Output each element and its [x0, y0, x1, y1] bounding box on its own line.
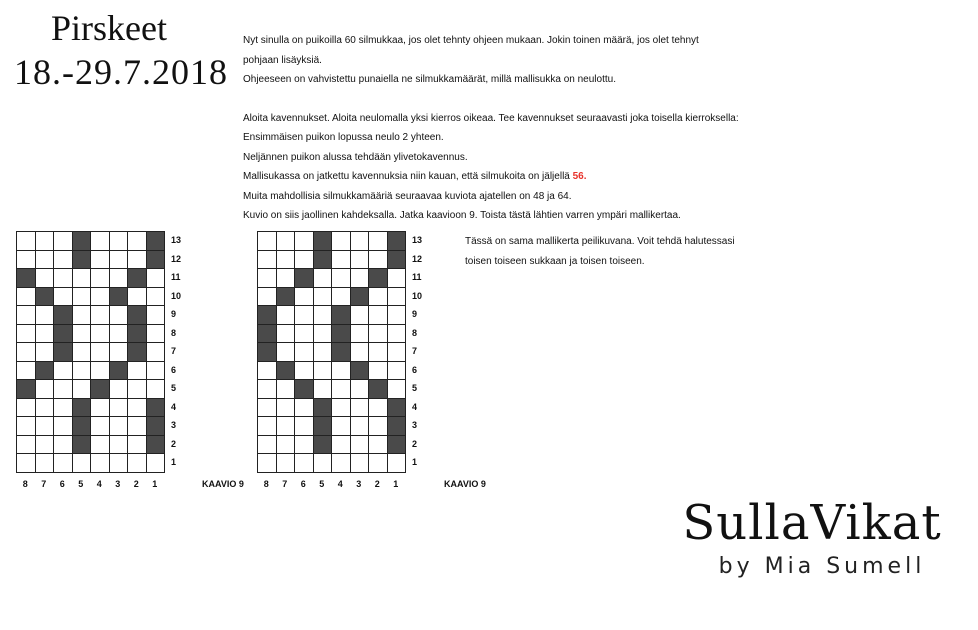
chart-cell-filled: [332, 343, 351, 362]
instruction-line: Muita mahdollisia silmukkamääriä seuraavaa kuviota ajatellen on 48 ja 64.: [243, 190, 572, 202]
chart-cell-empty: [258, 436, 277, 455]
chart-cell-filled: [277, 362, 296, 381]
chart-cell-empty: [128, 417, 147, 436]
chart-cell-empty: [314, 362, 333, 381]
chart-cell-empty: [295, 436, 314, 455]
chart-cell-empty: [54, 399, 73, 418]
chart-grid: [16, 231, 165, 473]
row-number: 1: [412, 457, 418, 467]
chart-cell-empty: [110, 269, 129, 288]
instruction-line: Ohjeeseen on vahvistettu punaiella ne silmukkamäärät, millä mallisukka on neulottu.: [243, 74, 616, 85]
chart-cell-empty: [128, 232, 147, 251]
chart-cell-empty: [17, 232, 36, 251]
chart-cell-empty: [36, 232, 55, 251]
chart-cell-filled: [147, 417, 166, 436]
column-number: 7: [282, 479, 288, 489]
chart-cell-filled: [147, 399, 166, 418]
chart-cell-empty: [332, 417, 351, 436]
chart-cell-empty: [388, 380, 407, 399]
chart-cell-filled: [17, 380, 36, 399]
chart-cell-empty: [369, 232, 388, 251]
chart-cell-empty: [314, 325, 333, 344]
chart-grid: [257, 231, 406, 473]
chart-cell-empty: [54, 380, 73, 399]
instruction-text: Mallisukassa on jatkettu kavennuksia niin kauan, että silmukoita on jäljellä: [243, 171, 573, 182]
chart-cell-empty: [258, 454, 277, 473]
chart-cell-empty: [295, 362, 314, 381]
chart-cell-empty: [295, 288, 314, 307]
chart-cell-filled: [128, 325, 147, 344]
chart-cell-empty: [128, 454, 147, 473]
chart-cell-empty: [314, 288, 333, 307]
row-number: 5: [412, 383, 418, 393]
chart-cell-empty: [147, 343, 166, 362]
chart-cell-filled: [73, 399, 92, 418]
row-number: 3: [171, 420, 177, 430]
chart-cell-empty: [36, 380, 55, 399]
chart-cell-filled: [73, 251, 92, 270]
chart-cell-filled: [314, 399, 333, 418]
row-number: 5: [171, 383, 177, 393]
stitch-count-highlight: 56.: [572, 171, 587, 182]
chart-cell-empty: [110, 325, 129, 344]
chart-cell-empty: [314, 380, 333, 399]
chart-cell-empty: [295, 251, 314, 270]
chart-cell-filled: [332, 306, 351, 325]
chart-cell-empty: [332, 232, 351, 251]
chart-cell-empty: [73, 380, 92, 399]
chart-cell-empty: [277, 306, 296, 325]
chart-cell-filled: [36, 362, 55, 381]
chart-cell-empty: [91, 343, 110, 362]
chart-cell-filled: [54, 343, 73, 362]
chart-cell-empty: [36, 251, 55, 270]
chart-cell-filled: [388, 417, 407, 436]
chart-cell-empty: [128, 380, 147, 399]
column-number: 6: [59, 479, 65, 489]
chart-cell-empty: [54, 417, 73, 436]
chart-cell-empty: [277, 399, 296, 418]
chart-cell-filled: [314, 436, 333, 455]
chart-cell-empty: [91, 325, 110, 344]
chart-cell-filled: [314, 232, 333, 251]
row-number: 12: [412, 253, 423, 264]
chart-cell-empty: [332, 436, 351, 455]
chart-cell-empty: [277, 269, 296, 288]
chart-cell-empty: [128, 362, 147, 381]
chart-cell-empty: [258, 417, 277, 436]
chart-cell-empty: [369, 288, 388, 307]
chart-cell-empty: [17, 362, 36, 381]
chart-cell-empty: [91, 362, 110, 381]
chart-cell-empty: [147, 269, 166, 288]
chart-cell-empty: [369, 343, 388, 362]
chart-cell-empty: [332, 362, 351, 381]
chart-cell-empty: [351, 436, 370, 455]
chart-cell-empty: [258, 232, 277, 251]
pattern-title: [14, 6, 228, 94]
pattern-dates: 18.-29.7.2018: [14, 52, 228, 92]
chart-cell-filled: [147, 251, 166, 270]
chart-cell-empty: [258, 251, 277, 270]
chart-cell-empty: [369, 436, 388, 455]
chart-cell-empty: [54, 232, 73, 251]
chart-cell-filled: [388, 251, 407, 270]
chart-cell-filled: [388, 232, 407, 251]
chart-cell-empty: [388, 362, 407, 381]
chart-cell-empty: [91, 399, 110, 418]
column-number: 5: [319, 479, 325, 489]
chart-cell-empty: [128, 399, 147, 418]
chart-cell-empty: [36, 454, 55, 473]
row-number: 2: [171, 438, 177, 449]
chart-cell-empty: [277, 417, 296, 436]
chart-cell-filled: [73, 417, 92, 436]
chart-cell-empty: [295, 325, 314, 344]
chart-cell-empty: [295, 454, 314, 473]
chart-cell-filled: [128, 306, 147, 325]
chart-cell-empty: [128, 436, 147, 455]
chart-cell-filled: [314, 251, 333, 270]
brand-name: SullaVikat: [682, 495, 942, 551]
row-number: 13: [171, 235, 182, 245]
chart-cell-empty: [369, 362, 388, 381]
chart-cell-empty: [351, 325, 370, 344]
row-number: 9: [412, 309, 418, 319]
chart-cell-empty: [295, 399, 314, 418]
column-number: 6: [300, 479, 306, 489]
chart-cell-empty: [351, 399, 370, 418]
chart-cell-empty: [147, 454, 166, 473]
chart-cell-empty: [258, 362, 277, 381]
column-numbers: [16, 479, 164, 489]
chart-cell-empty: [369, 251, 388, 270]
chart-cell-empty: [351, 306, 370, 325]
chart-cell-filled: [277, 288, 296, 307]
pattern-name: Pirskeet: [51, 8, 167, 48]
chart-cell-filled: [54, 325, 73, 344]
chart-cell-filled: [110, 362, 129, 381]
chart-cell-empty: [110, 380, 129, 399]
row-number: 4: [171, 401, 177, 412]
row-number: 4: [412, 401, 418, 412]
instruction-line: Aloita kavennukset. Aloita neulomalla yksi kierros oikeaa. Tee kavennukset seuraavasti joka toisella kierroksella:: [243, 112, 739, 124]
chart-label-right: KAAVIO 9: [444, 479, 486, 489]
chart-cell-empty: [351, 269, 370, 288]
chart-cell-empty: [277, 380, 296, 399]
chart-cell-empty: [36, 436, 55, 455]
chart-cell-empty: [36, 269, 55, 288]
chart-cell-empty: [128, 288, 147, 307]
instruction-line: pohjaan lisäyksiä.: [243, 54, 322, 66]
instruction-line: Ensimmäisen puikon lopussa neulo 2 yhteen.: [243, 132, 444, 143]
chart-cell-empty: [332, 251, 351, 270]
chart-cell-empty: [332, 269, 351, 288]
chart-cell-empty: [351, 232, 370, 251]
chart-cell-empty: [36, 306, 55, 325]
chart-cell-empty: [73, 306, 92, 325]
chart-cell-filled: [295, 380, 314, 399]
instructions-text: [243, 31, 803, 226]
chart-cell-empty: [17, 325, 36, 344]
row-number: 8: [171, 327, 177, 338]
chart-cell-filled: [36, 288, 55, 307]
chart-cell-empty: [54, 436, 73, 455]
instruction-line: Nyt sinulla on puikoilla 60 silmukkaa, jos olet tehnty ohjeen mukaan. Jokin toinen määrä, jos olet tehnyt: [243, 35, 699, 46]
chart-cell-empty: [110, 417, 129, 436]
chart-cell-empty: [388, 343, 407, 362]
chart-cell-empty: [91, 269, 110, 288]
chart-cell-empty: [369, 399, 388, 418]
chart-cell-empty: [110, 436, 129, 455]
mirror-note-line: toisen toiseen sukkaan ja toisen toiseen.: [465, 256, 645, 267]
chart-cell-filled: [295, 269, 314, 288]
column-number: 5: [78, 479, 84, 489]
column-number: 1: [152, 479, 158, 489]
chart-cell-empty: [54, 251, 73, 270]
chart-cell-filled: [73, 232, 92, 251]
chart-cell-filled: [258, 325, 277, 344]
row-number: 6: [412, 364, 418, 375]
chart-cell-empty: [54, 288, 73, 307]
chart-cell-empty: [277, 251, 296, 270]
chart-cell-empty: [73, 325, 92, 344]
mirror-note-line: Tässä on sama mallikerta peilikuvana. Voit tehdä halutessasi: [465, 236, 735, 247]
chart-cell-empty: [258, 288, 277, 307]
chart-cell-empty: [314, 269, 333, 288]
chart-cell-filled: [17, 269, 36, 288]
chart-cell-empty: [91, 232, 110, 251]
chart-cell-empty: [73, 454, 92, 473]
chart-cell-empty: [73, 343, 92, 362]
row-number: 8: [412, 327, 418, 338]
chart-cell-empty: [110, 251, 129, 270]
chart-cell-filled: [110, 288, 129, 307]
chart-cell-empty: [36, 417, 55, 436]
chart-cell-empty: [110, 343, 129, 362]
chart-cell-empty: [110, 232, 129, 251]
chart-cell-empty: [388, 325, 407, 344]
chart-cell-empty: [17, 436, 36, 455]
chart-cell-empty: [258, 399, 277, 418]
chart-cell-filled: [388, 399, 407, 418]
chart-cell-empty: [314, 454, 333, 473]
chart-cell-filled: [332, 325, 351, 344]
chart-cell-empty: [369, 454, 388, 473]
chart-cell-empty: [91, 454, 110, 473]
chart-cell-empty: [332, 380, 351, 399]
chart-cell-filled: [147, 436, 166, 455]
chart-cell-empty: [91, 251, 110, 270]
row-number: 11: [412, 272, 422, 282]
chart-cell-empty: [314, 343, 333, 362]
column-number: 8: [22, 479, 28, 489]
chart-cell-empty: [388, 306, 407, 325]
column-numbers: [257, 479, 405, 489]
chart-cell-empty: [36, 325, 55, 344]
chart-cell-filled: [147, 232, 166, 251]
row-number: 11: [171, 272, 181, 282]
chart-cell-empty: [17, 417, 36, 436]
chart-cell-empty: [110, 306, 129, 325]
brand-byline: by Mia Sumell: [718, 554, 926, 579]
chart-cell-empty: [369, 417, 388, 436]
row-number: 2: [412, 438, 418, 449]
brand-logo: [656, 494, 968, 582]
chart-cell-filled: [369, 380, 388, 399]
chart-cell-empty: [295, 417, 314, 436]
chart-cell-empty: [110, 399, 129, 418]
chart-cell-filled: [258, 306, 277, 325]
chart-cell-empty: [295, 232, 314, 251]
chart-cell-empty: [351, 417, 370, 436]
chart-cell-empty: [277, 436, 296, 455]
chart-cell-empty: [17, 399, 36, 418]
row-numbers: [412, 231, 432, 472]
chart-cell-empty: [351, 454, 370, 473]
chart-cell-empty: [147, 380, 166, 399]
chart-cell-filled: [73, 436, 92, 455]
chart-cell-empty: [73, 362, 92, 381]
chart-cell-filled: [314, 417, 333, 436]
chart-cell-empty: [36, 399, 55, 418]
mirror-note: [465, 232, 785, 272]
chart-cell-empty: [17, 288, 36, 307]
row-number: 10: [412, 290, 423, 301]
chart-cell-empty: [91, 306, 110, 325]
row-number: 7: [171, 346, 177, 356]
chart-cell-empty: [332, 399, 351, 418]
chart-cell-empty: [295, 306, 314, 325]
chart-cell-empty: [147, 288, 166, 307]
chart-cell-empty: [73, 269, 92, 288]
row-number: 7: [412, 346, 418, 356]
column-number: 3: [356, 479, 362, 489]
row-numbers: [171, 231, 191, 472]
row-number: 13: [412, 235, 423, 245]
chart-cell-empty: [369, 306, 388, 325]
column-number: 4: [337, 479, 343, 489]
chart-cell-empty: [147, 325, 166, 344]
chart-cell-empty: [147, 362, 166, 381]
chart-cell-filled: [351, 362, 370, 381]
instruction-line: [243, 167, 803, 187]
chart-cell-filled: [369, 269, 388, 288]
instruction-line: Kuvio on siis jaollinen kahdeksalla. Jatka kaavioon 9. Toista tästä lähtien varren ympäri mallikertaa.: [243, 210, 681, 221]
row-number: 10: [171, 290, 182, 301]
chart-cell-empty: [277, 454, 296, 473]
chart-cell-filled: [54, 306, 73, 325]
chart-cell-empty: [388, 269, 407, 288]
chart-cell-empty: [332, 288, 351, 307]
chart-cell-empty: [258, 380, 277, 399]
column-number: 2: [374, 479, 380, 489]
column-number: 7: [41, 479, 47, 489]
chart-cell-empty: [36, 343, 55, 362]
chart-cell-empty: [54, 454, 73, 473]
chart-cell-empty: [17, 343, 36, 362]
row-number: 3: [412, 420, 418, 430]
chart-cell-empty: [351, 343, 370, 362]
column-number: 4: [96, 479, 102, 489]
chart-cell-empty: [54, 362, 73, 381]
chart-cell-empty: [54, 269, 73, 288]
chart-cell-empty: [17, 306, 36, 325]
chart-cell-empty: [91, 288, 110, 307]
chart-cell-empty: [91, 417, 110, 436]
column-number: 2: [133, 479, 139, 489]
row-number: 6: [171, 364, 177, 375]
chart-cell-empty: [295, 343, 314, 362]
chart-cell-filled: [91, 380, 110, 399]
chart-cell-empty: [277, 343, 296, 362]
row-number: 1: [171, 457, 177, 467]
chart-cell-empty: [277, 232, 296, 251]
chart-cell-empty: [91, 436, 110, 455]
chart-cell-empty: [388, 288, 407, 307]
chart-cell-empty: [258, 269, 277, 288]
chart-cell-empty: [332, 454, 351, 473]
chart-cell-filled: [128, 343, 147, 362]
chart-cell-empty: [128, 251, 147, 270]
column-number: 3: [115, 479, 121, 489]
chart-cell-empty: [351, 380, 370, 399]
chart-cell-empty: [17, 454, 36, 473]
chart-cell-empty: [351, 251, 370, 270]
chart-cell-filled: [258, 343, 277, 362]
row-number: 12: [171, 253, 182, 264]
chart-cell-empty: [110, 454, 129, 473]
chart-cell-empty: [388, 454, 407, 473]
chart-label-left: KAAVIO 9: [202, 479, 244, 489]
chart-cell-empty: [277, 325, 296, 344]
chart-cell-filled: [351, 288, 370, 307]
chart-cell-empty: [73, 288, 92, 307]
column-number: 1: [393, 479, 399, 489]
chart-cell-empty: [17, 251, 36, 270]
chart-cell-empty: [147, 306, 166, 325]
chart-cell-filled: [128, 269, 147, 288]
row-number: 9: [171, 309, 177, 319]
chart-cell-empty: [369, 325, 388, 344]
instruction-line: Neljännen puikon alussa tehdään ylivetokavennus.: [243, 151, 468, 163]
chart-cell-empty: [314, 306, 333, 325]
column-number: 8: [263, 479, 269, 489]
chart-cell-filled: [388, 436, 407, 455]
